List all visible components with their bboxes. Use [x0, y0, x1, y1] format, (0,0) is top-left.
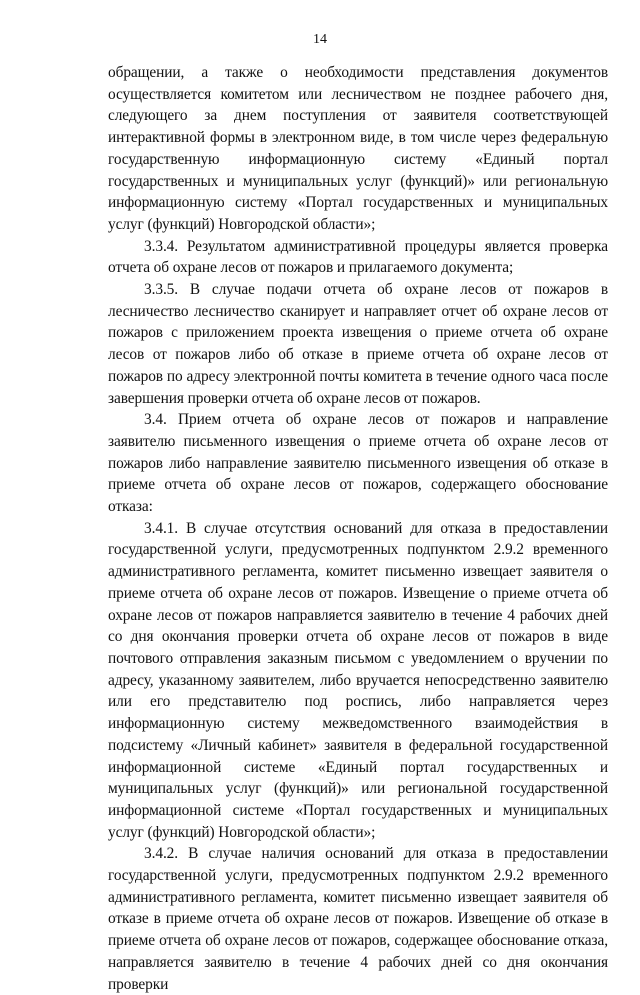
paragraph-3-3-4: 3.3.4. Результатом административной процедуры является проверка отчета об охране лесов от пожаров и прилагаемого документа;: [108, 237, 608, 277]
page-number: 14: [313, 32, 327, 47]
paragraph-continuation: обращении, а также о необходимости представления документов осуществляется комитетом или лесничеством не позднее рабочего дня, следующего за днем поступления от заявителя соответствующей интерактивной формы в электронном виде, в том числе через федеральную государственную информационную систему «Единый портал государственных и муниципальных услуг (функций)» или региональную информационную систему «Портал государственных и муниципальных услуг (функций) Новгородской области»;: [108, 64, 608, 233]
paragraph-3-4: 3.4. Прием отчета об охране лесов от пожаров и направление заявителю письменного извещения о приеме отчета об охране лесов от пожаров либо направление заявителю письменного извещения об отказе в приеме отчета об охране лесов от пожаров, содержащего обоснование отказа:: [108, 411, 608, 516]
paragraph-3-4-1: 3.4.1. В случае отсутствия оснований для отказа в предоставлении государственной услуги, предусмотренных подпунктом 2.9.2 временного административного регламента, комитет письменно извещает заявителя о приеме отчета об охране лесов от пожаров. Извещение о приеме отчета об охране лесов от пожаров направляется заявителю в течение 4 рабочих дней со дня окончания проверки отчета об охране лесов от пожаров в виде почтового отправления заказным письмом с уведомлением о вручении по адресу, указанному заявителем, либо вручается непосредственно заявителю или его представителю под роспись, либо направляется через информационную систему межведомственного взаимодействия в подсистему «Личный кабинет» заявителя в федеральной государственной информационной системе «Единый портал государственных и муниципальных услуг (функций)» или региональной государственной информационной системе «Портал государственных и муниципальных услуг (функций) Новгородской области»;: [108, 519, 608, 841]
paragraph-3-3-5: 3.3.5. В случае подачи отчета об охране лесов от пожаров в лесничество лесничество сканирует и направляет отчет об охране лесов от пожаров с приложением проекта извещения о приеме отчета об охране лесов от пожаров либо об отказе в приеме отчета об охране лесов от пожаров по адресу электронной почты комитета в течение одного часа после завершения проверки отчета об охране лесов от пожаров.: [108, 281, 608, 407]
document-body: [108, 62, 608, 995]
paragraph-3-4-2: 3.4.2. В случае наличия оснований для отказа в предоставлении государственной услуги, предусмотренных подпунктом 2.9.2 временного административного регламента, комитет письменно извещает заявителя об отказе в приеме отчета об охране лесов от пожаров. Извещение об отказе в приеме отчета об охране лесов от пожаров, содержащее обоснование отказа, направляется заявителю в течение 4 рабочих дней со дня окончания проверки: [108, 845, 608, 993]
